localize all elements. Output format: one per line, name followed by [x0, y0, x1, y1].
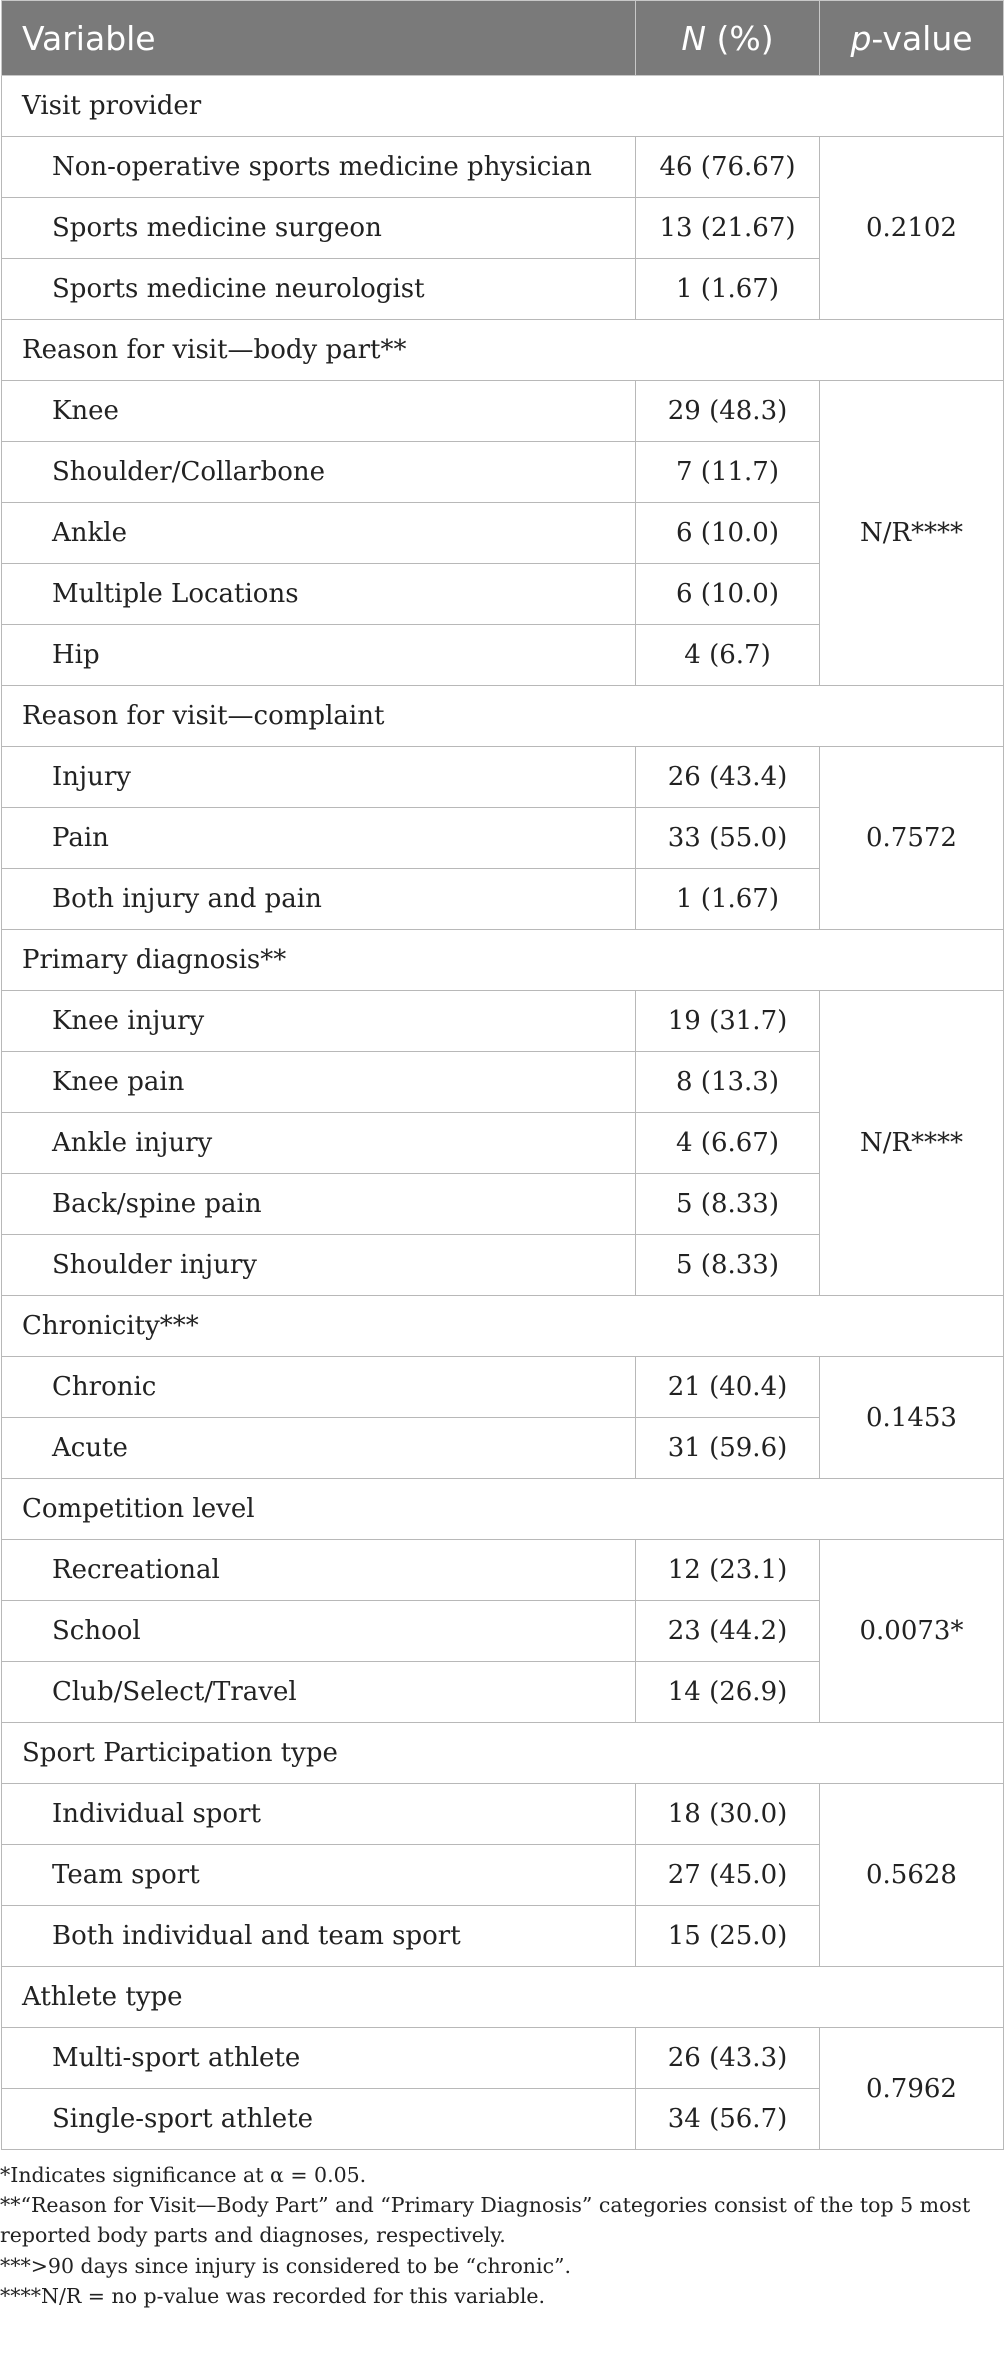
category-row: [2, 1479, 1004, 1540]
row-n-percent: 14 (26.9): [636, 1662, 820, 1723]
category-row: [2, 930, 1004, 991]
row-n-percent: 4 (6.7): [636, 625, 820, 686]
row-label: Individual sport: [2, 1784, 636, 1845]
row-n-percent: 18 (30.0): [636, 1784, 820, 1845]
category-label: Sport Participation type: [2, 1723, 1004, 1784]
header-n-italic: N: [681, 18, 707, 58]
row-label: Multiple Locations: [2, 564, 636, 625]
row-n-percent: 26 (43.3): [636, 2028, 820, 2089]
category-row: [2, 1296, 1004, 1357]
table-body: [2, 76, 1004, 2150]
category-label: Reason for visit—complaint: [2, 686, 1004, 747]
row-label: Pain: [2, 808, 636, 869]
row-label: Knee: [2, 381, 636, 442]
row-n-percent: 7 (11.7): [636, 442, 820, 503]
header-p-rest: -value: [871, 18, 973, 58]
category-label: Chronicity***: [2, 1296, 1004, 1357]
row-n-percent: 6 (10.0): [636, 564, 820, 625]
p-value: 0.1453: [820, 1357, 1004, 1479]
header-n-rest: (%): [706, 18, 774, 58]
p-value: 0.0073*: [820, 1540, 1004, 1723]
row-n-percent: 1 (1.67): [636, 259, 820, 320]
row-n-percent: 12 (23.1): [636, 1540, 820, 1601]
table-row: [2, 2028, 1004, 2089]
row-label: Single-sport athlete: [2, 2089, 636, 2150]
category-label: Competition level: [2, 1479, 1004, 1540]
row-n-percent: 6 (10.0): [636, 503, 820, 564]
row-n-percent: 46 (76.67): [636, 137, 820, 198]
row-label: Acute: [2, 1418, 636, 1479]
table-row: [2, 1784, 1004, 1845]
row-n-percent: 29 (48.3): [636, 381, 820, 442]
row-n-percent: 4 (6.67): [636, 1113, 820, 1174]
category-row: [2, 1723, 1004, 1784]
category-row: [2, 76, 1004, 137]
row-label: Sports medicine neurologist: [2, 259, 636, 320]
row-label: Hip: [2, 625, 636, 686]
p-value: N/R****: [820, 381, 1004, 686]
footnote: *Indicates significance at α = 0.05.: [0, 2163, 367, 2187]
p-value: 0.7962: [820, 2028, 1004, 2150]
row-label: Back/spine pain: [2, 1174, 636, 1235]
row-label: School: [2, 1601, 636, 1662]
row-label: Club/Select/Travel: [2, 1662, 636, 1723]
p-value: 0.7572: [820, 747, 1004, 930]
row-label: Team sport: [2, 1845, 636, 1906]
row-n-percent: 13 (21.67): [636, 198, 820, 259]
footnote: ***>90 days since injury is considered to be “chronic”.: [0, 2253, 572, 2278]
category-label: Reason for visit—body part**: [2, 320, 1004, 381]
table-row: [2, 1357, 1004, 1418]
row-n-percent: 5 (8.33): [636, 1235, 820, 1296]
p-value: 0.2102: [820, 137, 1004, 320]
row-n-percent: 15 (25.0): [636, 1906, 820, 1967]
p-value: N/R****: [820, 991, 1004, 1296]
row-n-percent: 31 (59.6): [636, 1418, 820, 1479]
table-row: [2, 991, 1004, 1052]
row-n-percent: 34 (56.7): [636, 2089, 820, 2150]
row-n-percent: 23 (44.2): [636, 1601, 820, 1662]
table-row: [2, 381, 1004, 442]
category-row: [2, 686, 1004, 747]
row-label: Injury: [2, 747, 636, 808]
p-value: 0.5628: [820, 1784, 1004, 1967]
row-label: Ankle injury: [2, 1113, 636, 1174]
row-label: Both injury and pain: [2, 869, 636, 930]
row-label: Both individual and team sport: [2, 1906, 636, 1967]
table-row: [2, 747, 1004, 808]
row-n-percent: 33 (55.0): [636, 808, 820, 869]
category-row: [2, 320, 1004, 381]
header-variable: Variable: [2, 1, 636, 76]
row-label: Shoulder/Collarbone: [2, 442, 636, 503]
row-label: Sports medicine surgeon: [2, 198, 636, 259]
row-label: Chronic: [2, 1357, 636, 1418]
row-n-percent: 5 (8.33): [636, 1174, 820, 1235]
row-n-percent: 27 (45.0): [636, 1845, 820, 1906]
header-n-percent: [636, 1, 820, 76]
category-label: Visit provider: [2, 76, 1004, 137]
table-row: [2, 137, 1004, 198]
footnote: **“Reason for Visit—Body Part” and “Primary Diagnosis” categories consist of the top 5 most reported body parts and diagnoses, respectively.: [0, 2193, 971, 2248]
row-label: Knee pain: [2, 1052, 636, 1113]
row-label: Ankle: [2, 503, 636, 564]
row-n-percent: 26 (43.4): [636, 747, 820, 808]
row-n-percent: 8 (13.3): [636, 1052, 820, 1113]
category-row: [2, 1967, 1004, 2028]
row-n-percent: 21 (40.4): [636, 1357, 820, 1418]
category-label: Primary diagnosis**: [2, 930, 1004, 991]
row-n-percent: 1 (1.67): [636, 869, 820, 930]
category-label: Athlete type: [2, 1967, 1004, 2028]
row-label: Shoulder injury: [2, 1235, 636, 1296]
header-p-value: [820, 1, 1004, 76]
header-p-italic: p: [850, 18, 872, 58]
row-label: Multi-sport athlete: [2, 2028, 636, 2089]
footnote: ****N/R = no p-value was recorded for this variable.: [0, 2283, 546, 2308]
footnotes: [0, 2150, 1000, 2311]
row-label: Knee injury: [2, 991, 636, 1052]
data-table: [1, 0, 1004, 2150]
row-label: Non-operative sports medicine physician: [2, 137, 636, 198]
header-row: [2, 1, 1004, 76]
row-label: Recreational: [2, 1540, 636, 1601]
table-row: [2, 1540, 1004, 1601]
row-n-percent: 19 (31.7): [636, 991, 820, 1052]
